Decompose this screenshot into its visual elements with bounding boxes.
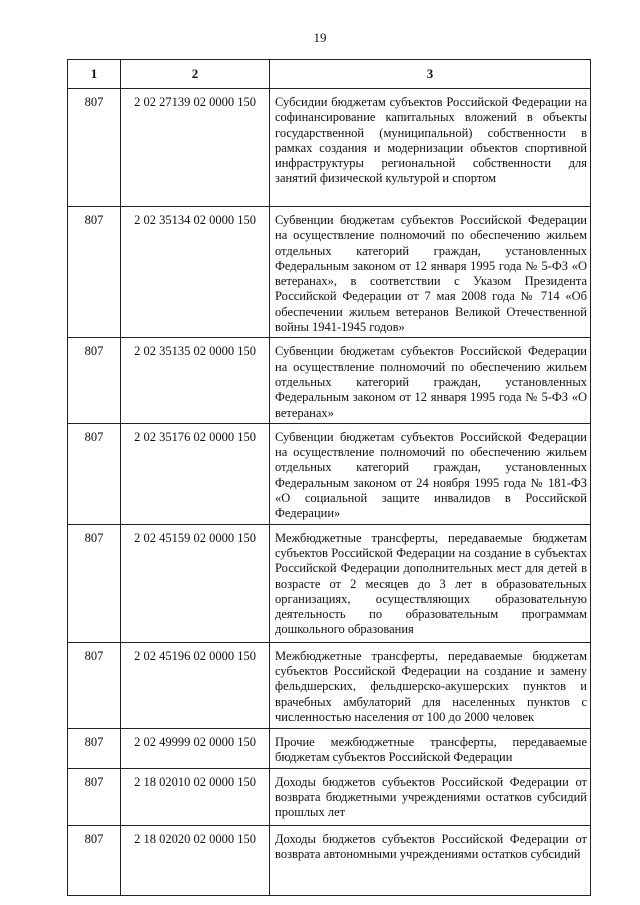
revenue-code-cell: 2 02 35134 02 0000 150 [121, 207, 270, 338]
table-row [68, 642, 591, 728]
column-header-3: 3 [270, 60, 591, 89]
table-header-row [68, 60, 591, 89]
admin-code-cell: 807 [68, 524, 121, 642]
admin-code-cell: 807 [68, 768, 121, 825]
column-header-1: 1 [68, 60, 121, 89]
description-cell: Доходы бюджетов субъектов Российской Федерации от возврата автономными учреждениями остатков субсидий [270, 825, 591, 895]
admin-code-cell: 807 [68, 207, 121, 338]
revenue-code-cell: 2 18 02010 02 0000 150 [121, 768, 270, 825]
revenue-code-cell: 2 02 27139 02 0000 150 [121, 89, 270, 207]
revenue-code-cell: 2 02 49999 02 0000 150 [121, 728, 270, 768]
page-number: 19 [313, 30, 327, 45]
table-row [68, 825, 591, 895]
revenue-code-cell: 2 02 35135 02 0000 150 [121, 338, 270, 423]
revenue-code-cell: 2 02 45159 02 0000 150 [121, 524, 270, 642]
description-cell: Субвенции бюджетам субъектов Российской Федерации на осуществление полномочий по обеспечению жильем отдельных категорий граждан, установленных Федеральным законом от 24 ноября 1995 года № 181-ФЗ «О социальной защите инвалидов в Российской Федерации» [270, 423, 591, 524]
revenue-code-cell: 2 02 35176 02 0000 150 [121, 423, 270, 524]
table-row [68, 207, 591, 338]
description-cell: Доходы бюджетов субъектов Российской Федерации от возврата бюджетными учреждениями остатков субсидий прошлых лет [270, 768, 591, 825]
description-cell: Субсидии бюджетам субъектов Российской Федерации на софинансирование капитальных вложений в объекты государственной (муниципальной) собственности в рамках создания и модернизации объектов спортивной инфраструктуры региональной собственности для занятий физической культурой и спортом [270, 89, 591, 207]
table-row [68, 524, 591, 642]
revenue-code-cell: 2 02 45196 02 0000 150 [121, 642, 270, 728]
table-row [68, 89, 591, 207]
column-header-2: 2 [121, 60, 270, 89]
admin-code-cell: 807 [68, 89, 121, 207]
table-row [68, 768, 591, 825]
table-row [68, 728, 591, 768]
description-cell: Субвенции бюджетам субъектов Российской Федерации на осуществление полномочий по обеспечению жильем отдельных категорий граждан, установленных Федеральным законом от 12 января 1995 года № 5-ФЗ «О ветеранах» [270, 338, 591, 423]
budget-codes-table [67, 59, 591, 896]
admin-code-cell: 807 [68, 423, 121, 524]
admin-code-cell: 807 [68, 642, 121, 728]
table-row [68, 423, 591, 524]
description-cell: Субвенции бюджетам субъектов Российской Федерации на осуществление полномочий по обеспечению жильем отдельных категорий граждан, установленных Федеральным законом от 12 января 1995 года № 5-ФЗ «О ветеранах», в соответствии с Указом Президента Российской Федерации от 7 мая 2008 года № 714 «Об обеспечении жильем ветеранов Великой Отечественной войны 1941-1945 годов» [270, 207, 591, 338]
description-cell: Межбюджетные трансферты, передаваемые бюджетам субъектов Российской Федерации на создание и замену фельдшерских, фельдшерско-акушерских пунктов и врачебных амбулаторий для населенных пунктов с численностью населения от 100 до 2000 человек [270, 642, 591, 728]
description-cell: Прочие межбюджетные трансферты, передаваемые бюджетам субъектов Российской Федерации [270, 728, 591, 768]
admin-code-cell: 807 [68, 825, 121, 895]
admin-code-cell: 807 [68, 338, 121, 423]
description-cell: Межбюджетные трансферты, передаваемые бюджетам субъектов Российской Федерации на создание в субъектах Российской Федерации дополнительных мест для детей в возрасте от 2 месяцев до 3 лет в образовательных организациях, осуществляющих образовательную деятельность по образовательным программам дошкольного образования [270, 524, 591, 642]
admin-code-cell: 807 [68, 728, 121, 768]
table-row [68, 338, 591, 423]
revenue-code-cell: 2 18 02020 02 0000 150 [121, 825, 270, 895]
